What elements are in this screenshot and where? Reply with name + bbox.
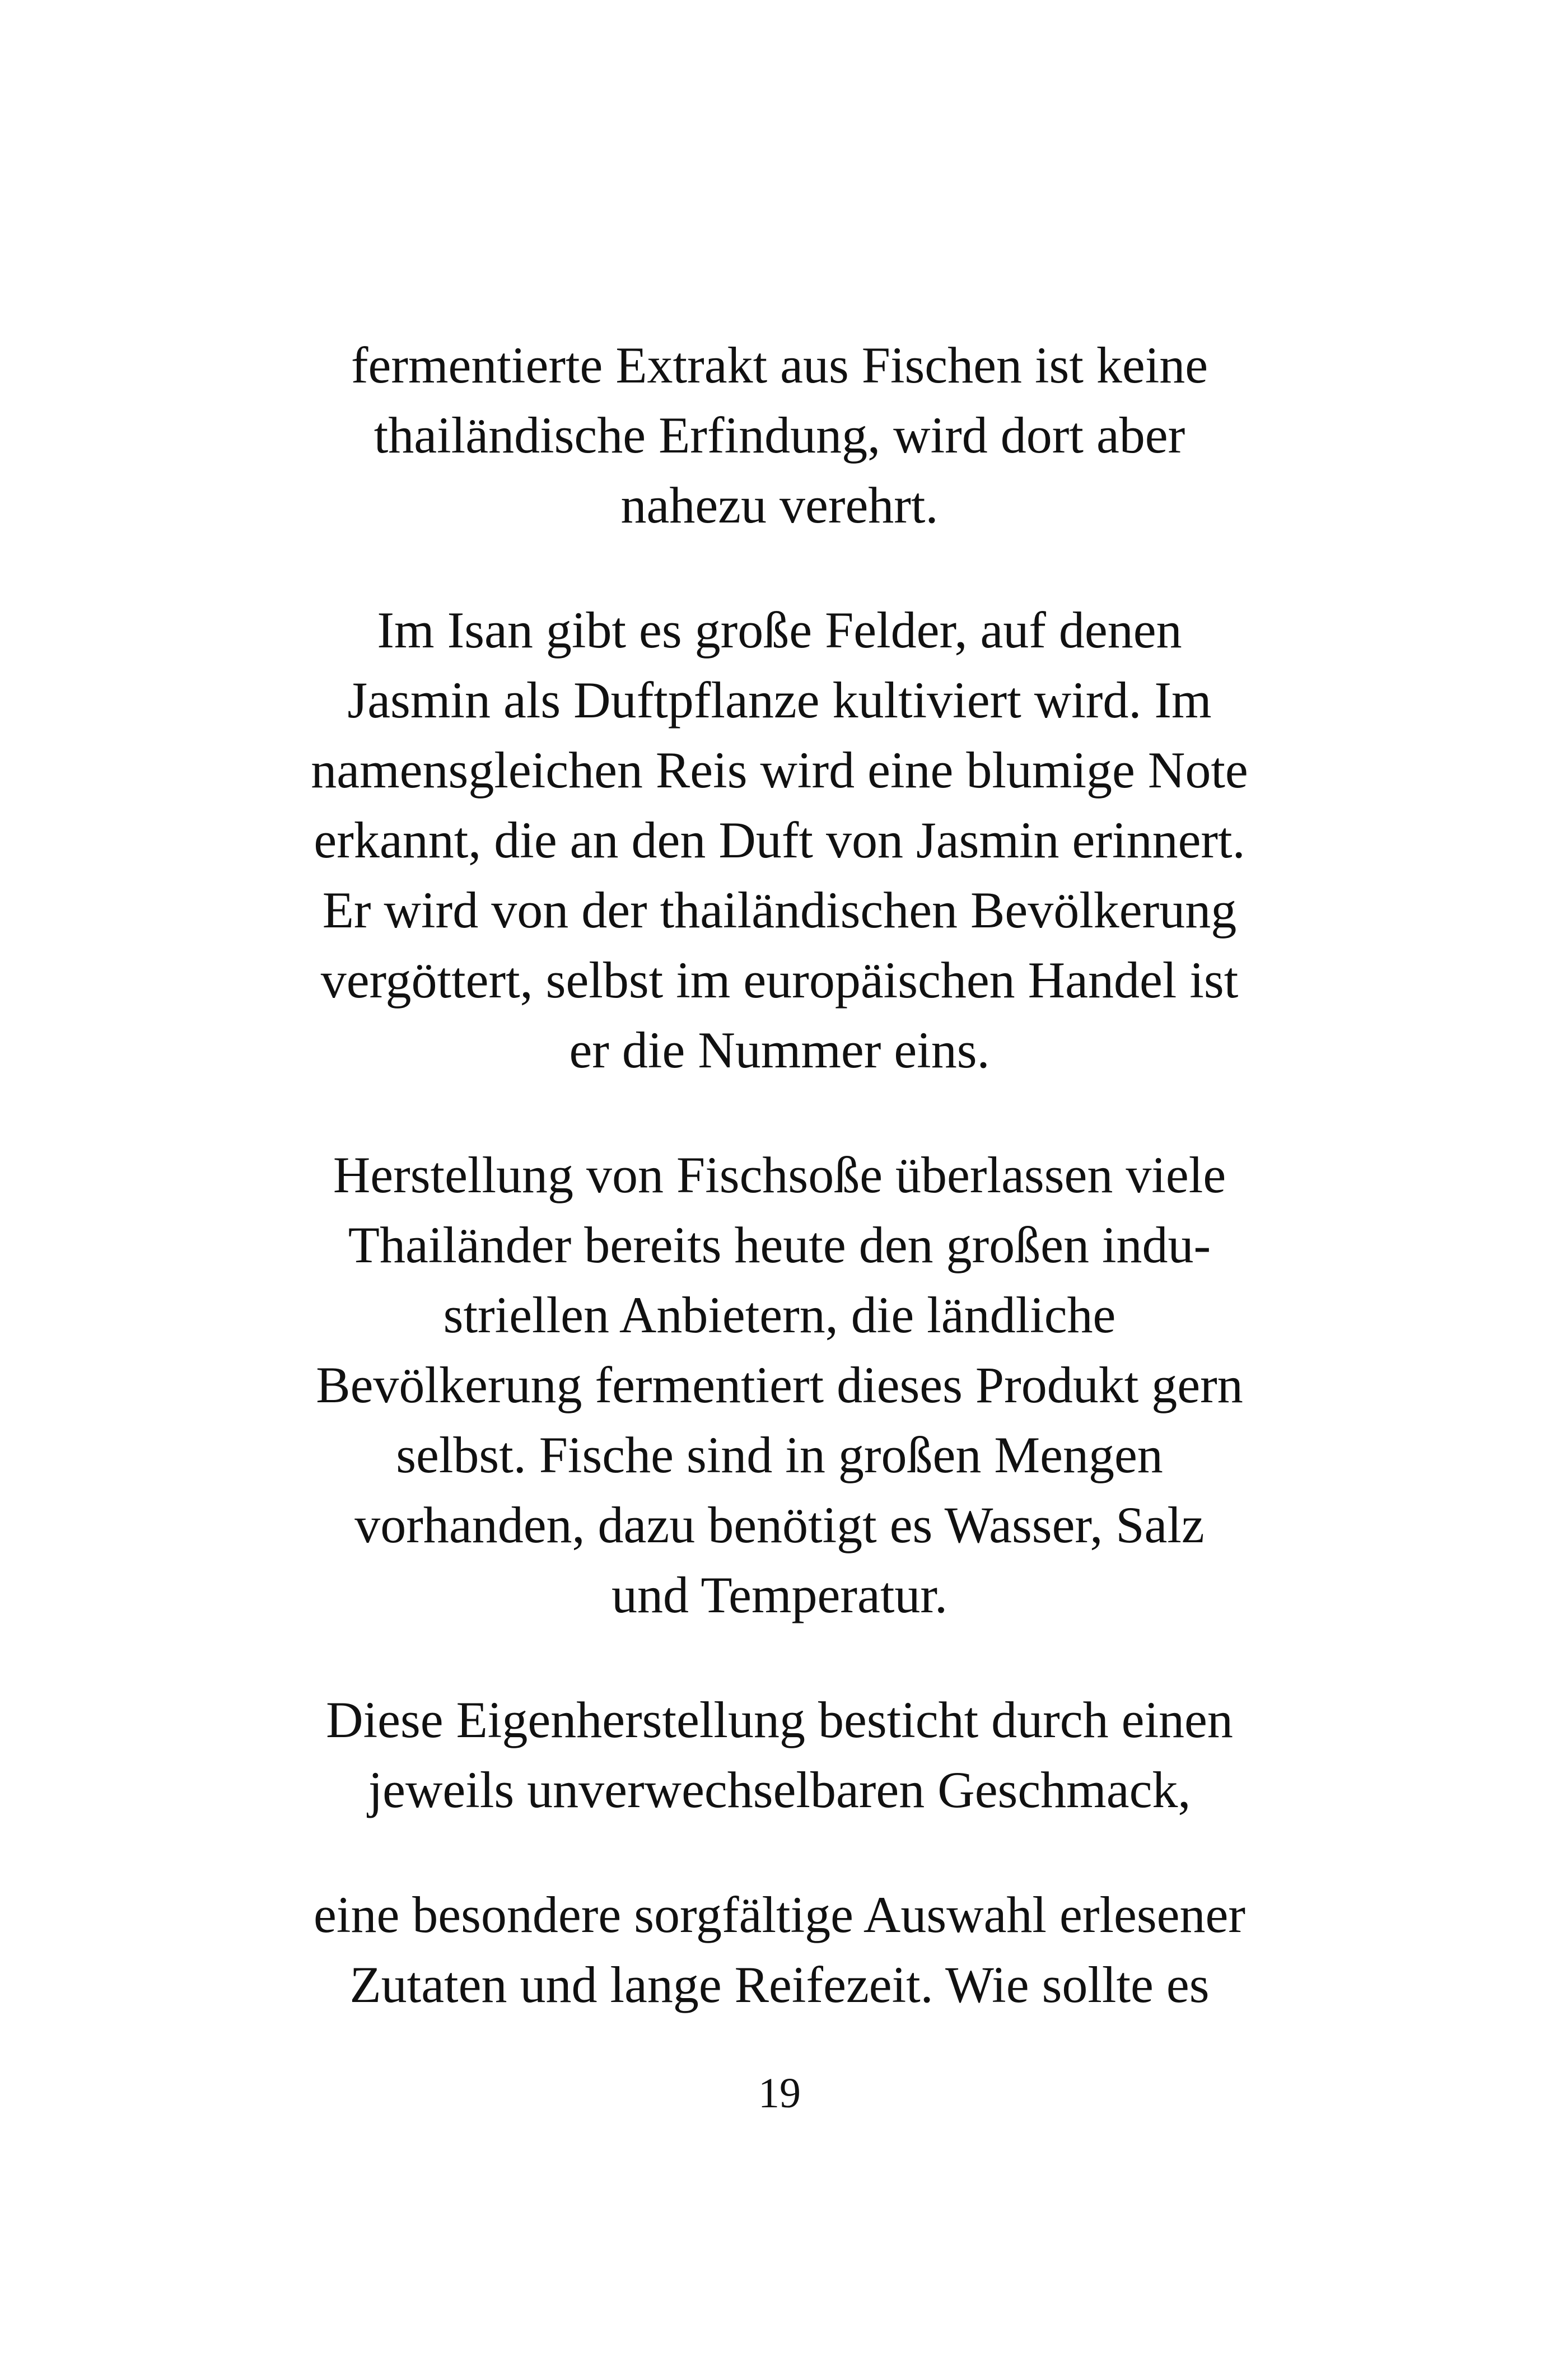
text-line: Bevölkerung fermentiert dieses Produkt gern bbox=[316, 1356, 1243, 1413]
text-line: er die Nummer eins. bbox=[569, 1021, 990, 1079]
text-line: und Temperatur. bbox=[612, 1566, 947, 1623]
paragraph bbox=[0, 595, 1559, 1085]
text-line: thailändische Erfindung, wird dort aber bbox=[374, 407, 1185, 464]
text-line: Zutaten und lange Reifezeit. Wie sollte es bbox=[349, 1956, 1210, 2013]
text-line: erkannt, die an den Duft von Jasmin erinnert. bbox=[314, 811, 1245, 869]
text-line: jeweils unverwechselbaren Geschmack, bbox=[368, 1761, 1191, 1818]
text-line: eine besondere sorgfältige Auswahl erlesener bbox=[314, 1886, 1245, 1943]
text-line: vergöttert, selbst im europäischen Handel ist bbox=[320, 951, 1239, 1009]
text-line: Im Isan gibt es große Felder, auf denen bbox=[377, 601, 1182, 659]
text-line: Er wird von der thailändischen Bevölkerung bbox=[322, 881, 1237, 939]
paragraph bbox=[0, 1140, 1559, 1630]
text-line: fermentierte Extrakt aus Fischen ist keine bbox=[351, 337, 1208, 394]
paragraph bbox=[0, 1880, 1559, 2020]
paragraph bbox=[0, 1685, 1559, 1825]
text-line: Diese Eigenherstellung besticht durch einen bbox=[326, 1691, 1233, 1748]
text-line: Herstellung von Fischsoße überlassen viele bbox=[333, 1146, 1226, 1203]
text-line: vorhanden, dazu benötigt es Wasser, Salz bbox=[354, 1496, 1205, 1553]
page-number: 19 bbox=[758, 2070, 801, 2117]
text-line: namensgleichen Reis wird eine blumige Note bbox=[311, 741, 1248, 799]
body-text bbox=[0, 330, 1559, 2020]
text-line: striellen Anbietern, die ländliche bbox=[443, 1286, 1116, 1343]
text-line: nahezu verehrt. bbox=[620, 477, 939, 534]
text-line: Jasmin als Duftpflanze kultiviert wird. Im bbox=[347, 671, 1212, 729]
text-line: Thailänder bereits heute den großen indu- bbox=[348, 1216, 1211, 1273]
text-line: selbst. Fische sind in großen Mengen bbox=[396, 1426, 1163, 1483]
paragraph bbox=[0, 330, 1559, 540]
